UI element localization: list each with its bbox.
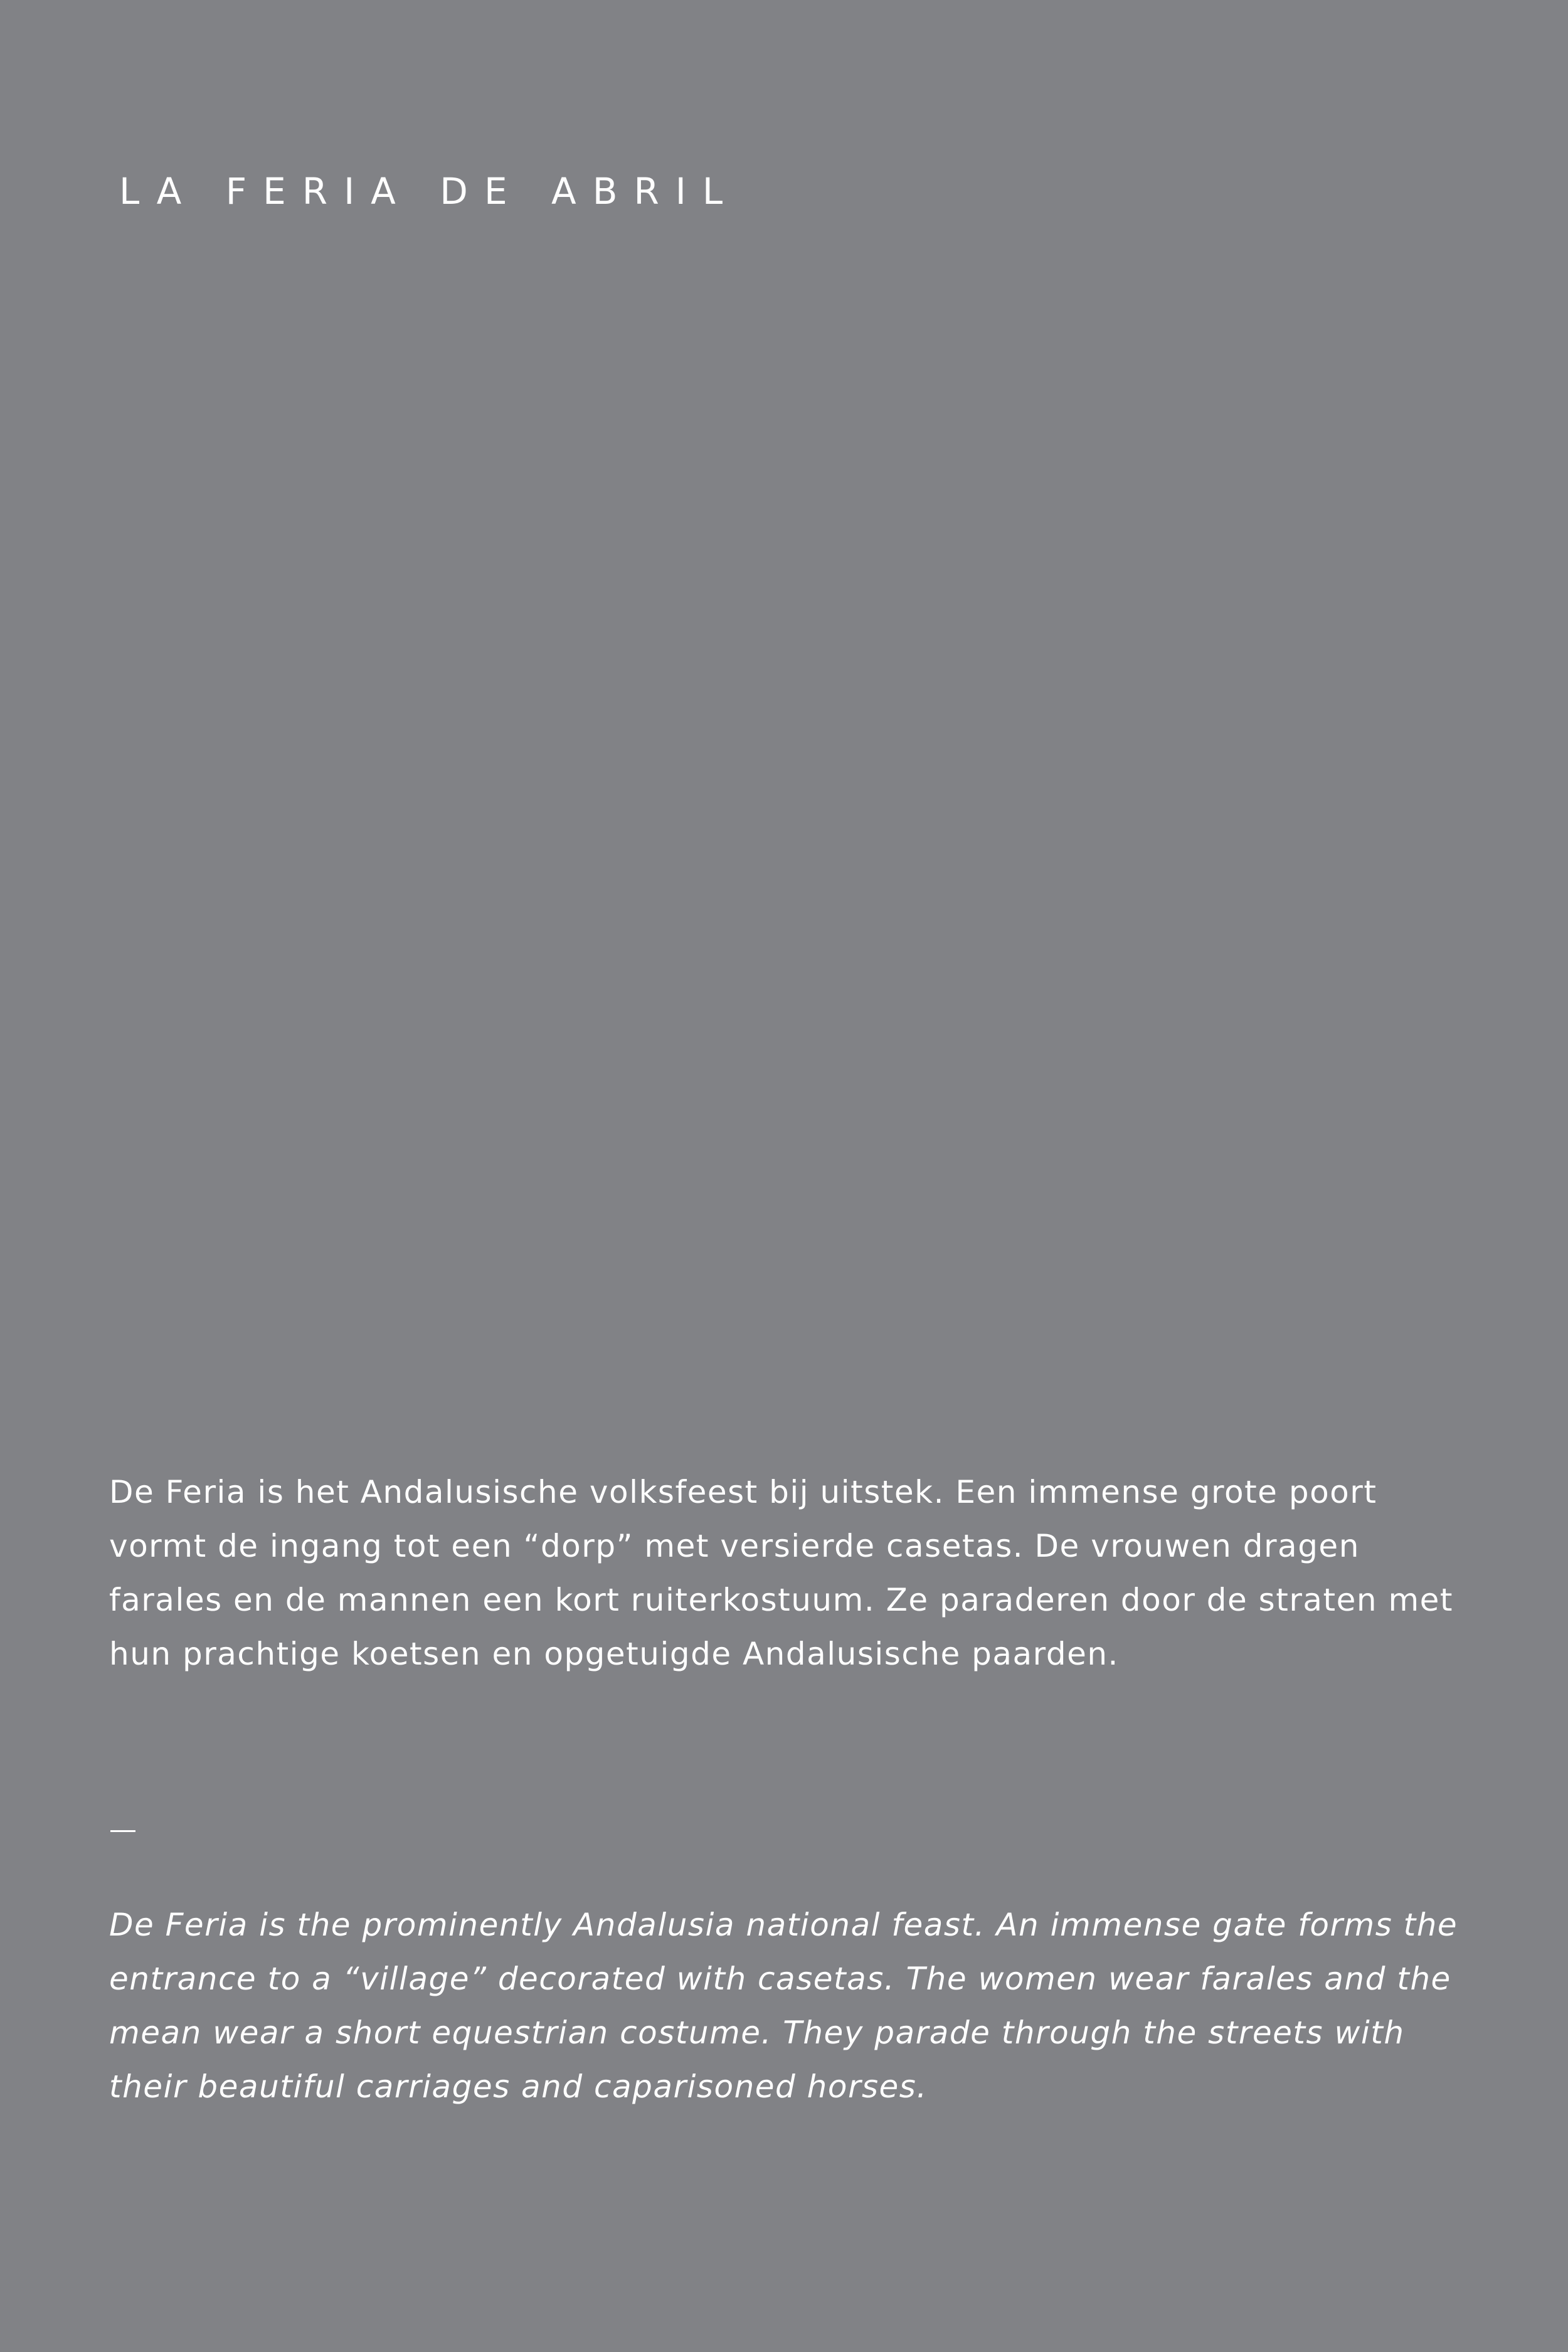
page-title: LA FERIA DE ABRIL <box>119 170 739 213</box>
section-divider <box>110 1830 135 1832</box>
dutch-paragraph: De Feria is het Andalusische volksfeest bij uitstek. Een immense grote poort vormt de ingang tot een “dorp” met versierde casetas. De vrouwen dragen farales en de mannen een kort ruiterkostuum. Ze paraderen door de straten met hun prachtige koetsen en opgetuigde Andalusische paarden. <box>109 1474 1454 1672</box>
english-paragraph: De Feria is the prominently Andalusia national feast. An immense gate forms the entrance to a “village” decorated with casetas. The women wear farales and the mean wear a short equestrian costume. They parade through the streets with their beautiful carriages and caparisoned horses. <box>109 1907 1458 2105</box>
